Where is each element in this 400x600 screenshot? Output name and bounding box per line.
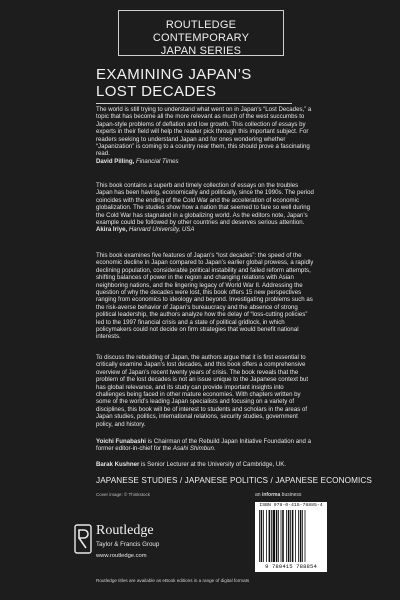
routledge-logo-icon <box>74 524 92 554</box>
description-paragraph-1 <box>96 252 314 341</box>
attribution-name-2: Akira Iriye, <box>96 226 128 234</box>
editor-bio-1 <box>96 438 314 453</box>
isbn-label: ISBN 978-0-415-78885-4 <box>259 503 323 508</box>
cover-image-credit: Cover image: © Thinkstock <box>96 492 151 497</box>
title-underline <box>96 103 292 104</box>
publisher-website: www.routledge.com <box>96 553 147 559</box>
blurb-attribution-1 <box>96 158 314 165</box>
editor-bio-desc-1: is Chairman of the Rebuild Japan Initiative Foundation and a former editor-in-chief for the <box>96 438 311 453</box>
attribution-org-1: Financial Times <box>135 157 179 165</box>
editor-bio-text-2 <box>96 461 314 468</box>
ebook-note: Routledge titles are available as eBook editions in a range of digital formats <box>96 578 250 583</box>
blurb-paragraph-1 <box>96 106 314 165</box>
informa-suffix: business <box>280 492 302 498</box>
description-text-1: This book examines five features of Japan’s “lost decades”: the speed of the economic decline in Japan compared to Japan’s earlier global prowess, a rapidly declining population, considerable political instability and failed reform attempts, shifting balances of power in the region and changing relations with Asian neighboring nations, and the lingering legacy of World War II. Addressing the question of why the decades were lost, this book offers 15 new perspectives ranging from economics to ideology and beyond. Investigating problems such as the risk-averse behavior of Japan’s bureaucracy and the absence of strong political leadership, the authors analyze how the delay of “loss-cutting policies” led to the 1997 financial crisis and a state of political gridlock, in which policymakers could not decide on firm strategies that would benefit national interests. <box>96 252 314 341</box>
title-line-1: EXAMINING JAPAN’S <box>96 66 252 83</box>
blurb-text-2: This book contains a superb and timely collection of essays on the troubles Japan has been having, economically and politically, since the 1990s. The period coincides with the ending of the Cold War and the acceleration of economic globalization. The studies show how a nation that seemed to fare so well during the Cold War has stagnated in a globalizing world. As the editors note, Japan’s example could be followed by other countries and deserves serious attention. <box>96 182 314 227</box>
book-title <box>96 66 292 104</box>
series-line-2: JAPAN SERIES <box>160 45 242 57</box>
publisher-group: Taylor & Francis Group <box>96 541 160 548</box>
newspaper-name: Asahi Shimbun <box>172 445 214 453</box>
publisher-name: Routledge <box>96 523 154 538</box>
editor-bio-end-1: . <box>213 445 216 453</box>
series-line-1: ROUTLEDGE CONTEMPORARY <box>152 19 250 44</box>
title-line-2: LOST DECADES <box>96 83 217 100</box>
blurb-attribution-2 <box>96 226 314 233</box>
blurb-text-1: The world is still trying to understand what went on in Japan’s “Lost Decades,” a topic that has become all the more relevant as much of the west succumbs to Japan-style problems of deflation and low growth. This collection of essays by experts in their field will help the reader pick through this important subject. For readers seeking to understand Japan and for ones wondering whether “Japanization” is coming to a country near them, this should prove a fascinating read. <box>96 106 312 158</box>
barcode-bars <box>259 510 323 562</box>
isbn-barcode <box>255 502 327 572</box>
informa-line <box>255 492 301 498</box>
informa-brand: informa <box>261 492 281 498</box>
subject-categories: JAPANESE STUDIES / JAPANESE POLITICS / JAPANESE ECONOMICS <box>96 476 372 485</box>
editor-bio-desc-2: is Senior Lecturer at the University of Cambridge, UK. <box>139 461 287 468</box>
description-text-2: To discuss the rebuilding of Japan, the authors argue that it is first essential to critically examine Japan’s lost decades, and this book offers a comprehensive overview of Japan’s recent twenty years of crisis. The book reveals that the problem of the lost decades is not an issue unique to the Japanese context but has global relevance, and its study can provide important insights into challenges being faced in other mature economies. With chapters written by some of the world’s leading Japan specialists and focusing on a variety of disciplines, this book will be of interest to students and scholars in the areas of Japan studies, politics, international relations, security studies, government policy, and history. <box>96 354 309 428</box>
attribution-name-1: David Pilling, <box>96 157 135 165</box>
editor-name-2: Barak Kushner <box>96 461 140 468</box>
description-paragraph-2 <box>96 354 314 428</box>
editor-bio-text-1 <box>96 438 314 453</box>
editor-name-1: Yoichi Funabashi <box>96 438 146 445</box>
series-box <box>118 10 284 56</box>
blurb-paragraph-2 <box>96 182 314 234</box>
attribution-org-2: Harvard University, USA <box>128 226 195 234</box>
editor-bio-2 <box>96 461 314 468</box>
isbn-digits: 9 780415 788854 <box>265 563 317 570</box>
informa-prefix: an <box>255 492 262 498</box>
